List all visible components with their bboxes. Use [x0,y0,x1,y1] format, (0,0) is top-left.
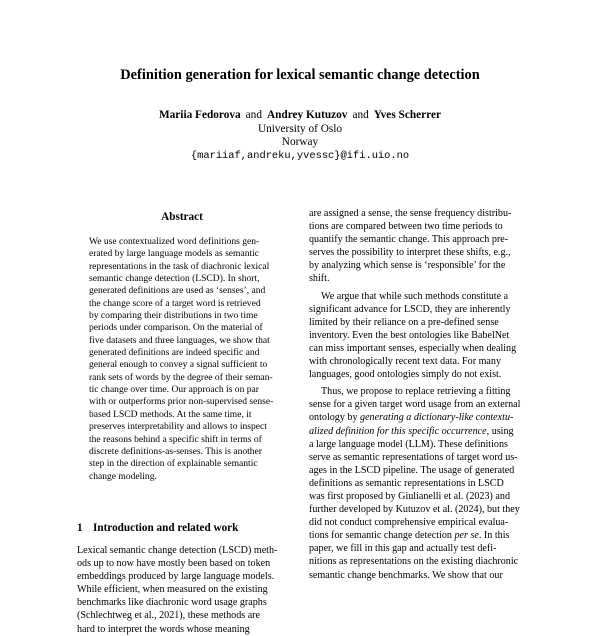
text-line: embeddings produced by large language models. [77,571,275,583]
emphasis-text: per se [454,530,479,542]
text-line: periods under comparison. On the material of [89,322,263,334]
section-heading [77,521,317,535]
text-line: benchmarks like diachronic word usage graphs [77,597,267,609]
emphasis-text: generating a dictionary-like contextu- [360,412,514,424]
text-line: step in the direction of explainable semantic [89,458,258,470]
text-line: definitions as semantic representations in LSCD [309,477,504,489]
text-line: We use contextualized word definitions gen- [89,236,260,247]
text-line: languages, good ontologies simply do not exist. [309,369,502,381]
paper-title: Definition generation for lexical semantic change detection [120,67,480,83]
text-line: a large language model (LLM). These definitions [309,438,508,450]
text-line: significant advance for LSCD, they are inherently [309,303,511,315]
text-line: generated definitions are used as ‘senses’, and [89,285,266,297]
text-line: We argue that while such methods constitute a [321,290,509,302]
right-paragraph-3-rest [309,438,523,530]
emphasis-text: alized definition for this specific occurrence [309,425,487,437]
text-line: generated definitions are indeed specific and [89,347,260,359]
text-line: by analyzing which sense is ‘responsible’ for the [309,260,506,272]
section-number: 1 [77,522,83,534]
text-line: hard to interpret the words whose meaning [77,623,250,635]
text-line: Lexical semantic change detection (LSCD) meth- [77,545,278,556]
text-line: general enough to convey a signal sufficient to [89,359,268,371]
abstract-heading: Abstract [161,211,203,223]
text-line: the change score of a target word is retrieved [89,297,261,309]
body-text: tions for semantic change detection [309,530,455,542]
body-line [309,425,523,438]
author-2: Andrey Kutuzov [266,109,348,121]
text-line: change modeling. [89,470,157,482]
author-1: Mariia Fedorova [158,109,241,121]
text-line: the reasons behind a specific shift in terms of [89,433,262,445]
body-line: Thus, we propose to replace retrieving a fitting [321,386,511,398]
text-line: preserves interpretability and allows to inspect [89,421,267,433]
text-line: with chronologically recent text data. For many [309,356,502,368]
author-email: {mariiaf,andreku,yvessc}@ifi.uio.no [190,149,410,162]
text-line: are assigned a sense, the sense frequency distribu- [309,208,512,219]
right-column [309,207,523,582]
and-1: and [245,109,262,121]
author-3: Yves Scherrer [373,109,441,121]
text-line: rank sets of words by the degree of their seman- [89,371,273,383]
right-paragraph-1 [309,207,523,286]
affiliation: University of Oslo [257,122,343,135]
body-text: . In this [478,530,510,542]
text-line: tic change over time. Our approach is on par [89,384,259,396]
text-line: shift. [309,273,330,285]
abstract-body [89,236,276,483]
body-line: sense for a given target word usage from an external [309,399,521,411]
text-line: (Schlechtweg et al., 2021), these methods are [77,610,261,622]
body-text: , using [486,425,514,437]
section-title: Introduction and related work [93,522,239,534]
text-line: quantify the semantic change. This approach pre- [309,234,509,246]
text-line: erated by large language models as semantic [89,248,260,260]
text-line: While efficient, when measured on the existing [77,584,268,596]
text-line: based LSCD methods. At the same time, it [89,408,252,420]
text-line: was first proposed by Giulianelli et al. (2023) and [309,490,510,502]
text-line: representations in the task of diachronic lexical [89,260,270,272]
text-line: paper, we fill in this gap and actually test defi- [309,543,497,555]
text-line: semantic change detection (LSCD). In short, [89,273,260,285]
text-line: semantic change benchmarks. We show that our [309,569,503,581]
text-line: ods up to now have mostly been based on token [77,558,271,570]
text-line: tions are compared between two time periods to [309,221,503,233]
text-line: nitions as representations on the existing diachronic [309,556,519,568]
text-line: serve as semantic representations of target word us- [309,451,518,463]
and-2: and [352,109,369,121]
country: Norway [281,136,319,149]
text-line: serves the possibility to interpret these shifts, e.g., [309,247,511,259]
text-line: inventory. Even the best ontologies like BabelNet [309,329,510,341]
text-line: did not conduct comprehensive empirical evalua- [309,517,509,529]
body-line [309,529,523,542]
text-line: can miss important senses, especially when dealing [309,342,517,354]
right-paragraph-3 [309,385,523,581]
right-paragraph-3-tail [309,542,523,581]
text-line: five datasets and three languages, we show that [89,334,270,346]
text-line: discrete definitions-as-senses. This is another [89,445,262,457]
right-paragraph-2 [309,290,523,382]
text-line: limited by their reliance on a pre-defined sense [309,316,499,328]
text-line: further developed by Kutuzov et al. (2024), but they [309,504,520,516]
text-line: by comparing their distributions in two time [89,310,258,322]
body-text: ontology by [309,412,361,424]
intro-body [77,544,291,636]
text-line: ages in the LSCD pipeline. The usage of generated [309,464,515,476]
author-block [0,109,600,163]
body-line [309,411,523,424]
text-line: with or outperforms prior non-supervised sense- [89,396,274,408]
author-names [0,109,600,123]
